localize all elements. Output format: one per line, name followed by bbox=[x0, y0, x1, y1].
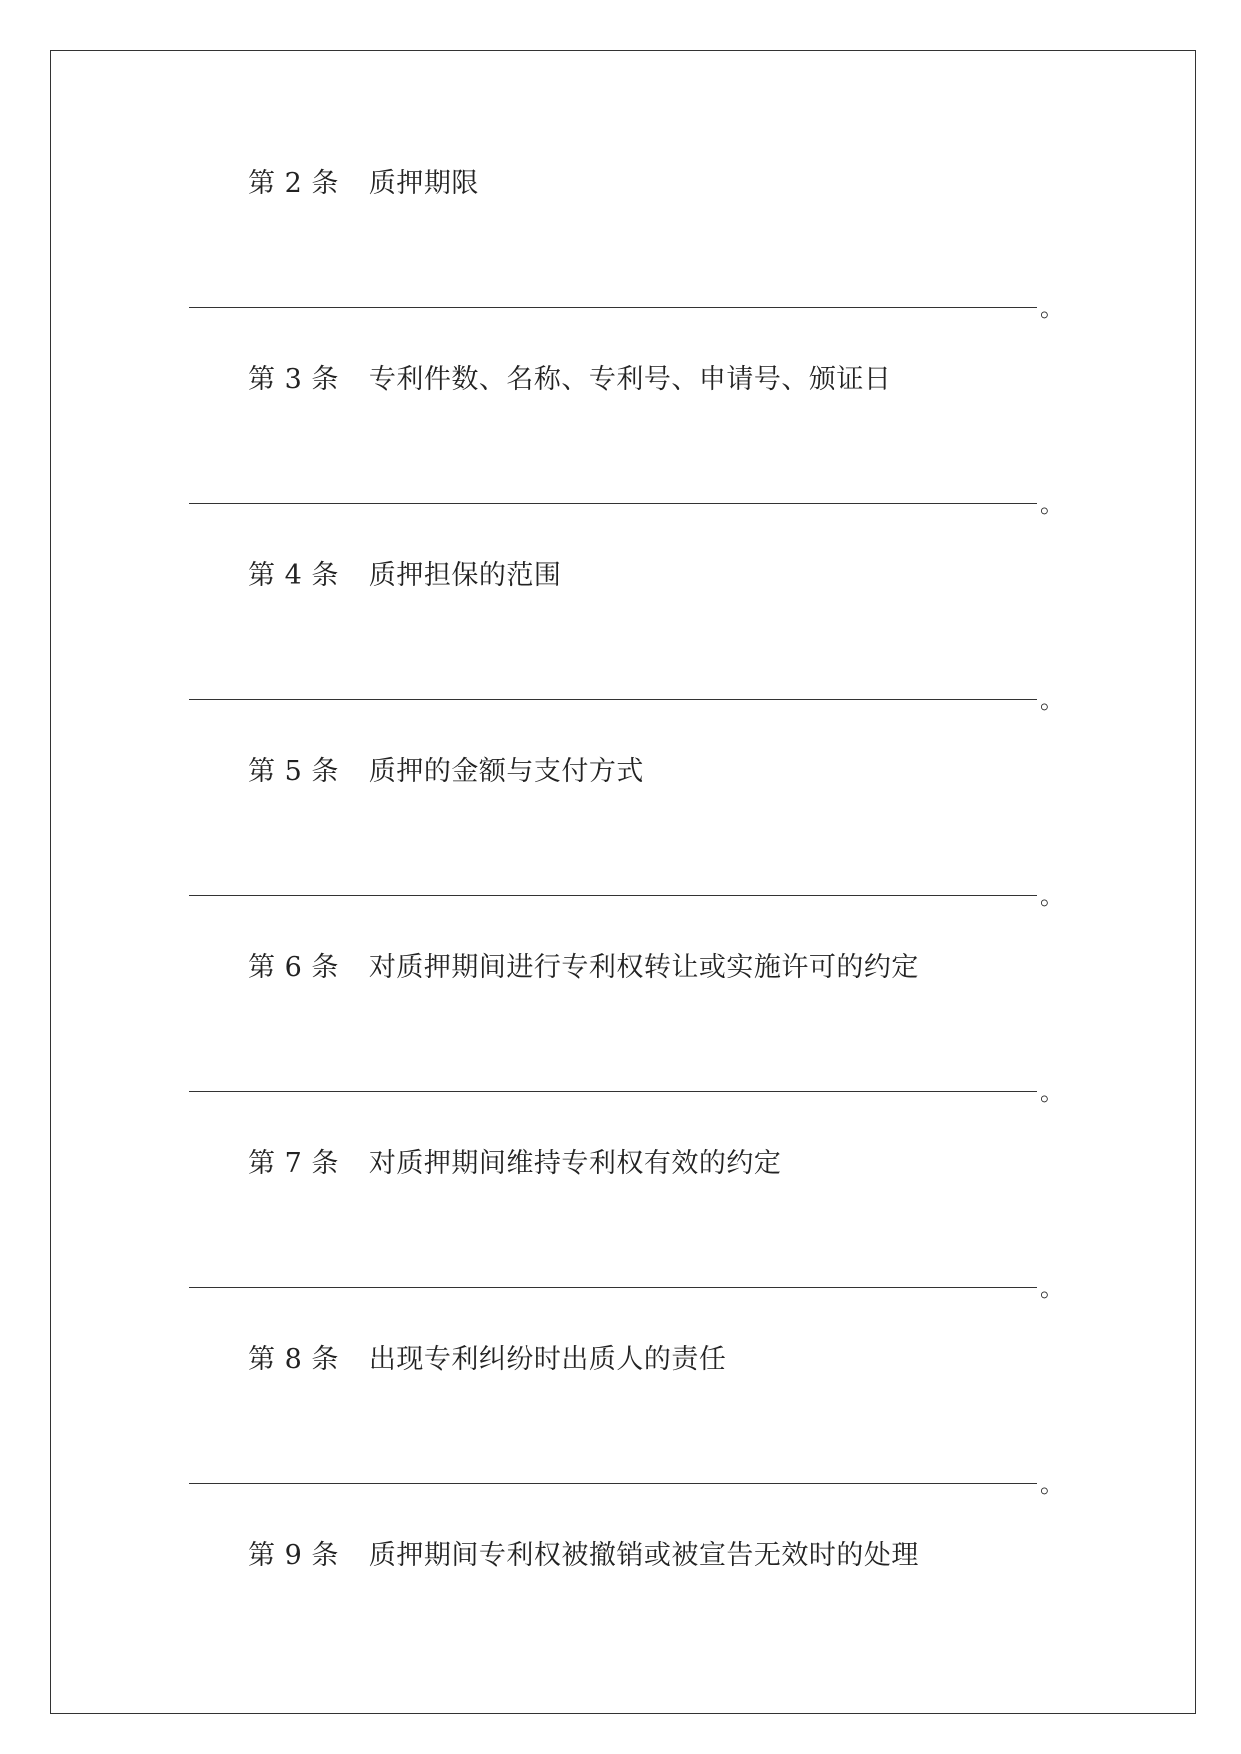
article-4 bbox=[0, 556, 1241, 752]
article-6 bbox=[0, 948, 1241, 1144]
line-end-period: 。 bbox=[1040, 1470, 1064, 1498]
article-number: 第 5 条 bbox=[248, 756, 339, 787]
article-heading bbox=[248, 1340, 726, 1380]
article-heading bbox=[248, 1536, 919, 1576]
blank-fill-line[interactable] bbox=[189, 1268, 1064, 1308]
article-title: 对质押期间维持专利权有效的约定 bbox=[368, 1148, 782, 1179]
article-number: 第 9 条 bbox=[248, 1540, 339, 1571]
article-3 bbox=[0, 360, 1241, 556]
underline-rule bbox=[189, 503, 1037, 504]
article-heading bbox=[248, 752, 644, 792]
underline-rule bbox=[189, 1483, 1037, 1484]
line-end-period: 。 bbox=[1040, 490, 1064, 518]
article-number: 第 7 条 bbox=[248, 1148, 339, 1179]
underline-rule bbox=[189, 1287, 1037, 1288]
article-title: 专利件数、名称、专利号、申请号、颁证日 bbox=[368, 364, 892, 395]
article-9 bbox=[0, 1536, 1241, 1732]
blank-fill-line[interactable] bbox=[189, 680, 1064, 720]
blank-fill-line[interactable] bbox=[189, 288, 1064, 328]
article-8 bbox=[0, 1340, 1241, 1536]
blank-fill-line[interactable] bbox=[189, 1072, 1064, 1112]
article-title: 质押期限 bbox=[368, 168, 479, 199]
article-number: 第 2 条 bbox=[248, 168, 339, 199]
article-heading bbox=[248, 164, 479, 204]
underline-rule bbox=[189, 895, 1037, 896]
blank-fill-line[interactable] bbox=[189, 876, 1064, 916]
blank-fill-line[interactable] bbox=[189, 1464, 1064, 1504]
line-end-period: 。 bbox=[1040, 1078, 1064, 1106]
article-2 bbox=[0, 164, 1241, 360]
article-title: 质押担保的范围 bbox=[368, 560, 562, 591]
line-end-period: 。 bbox=[1040, 686, 1064, 714]
article-heading bbox=[248, 948, 919, 988]
line-end-period: 。 bbox=[1040, 294, 1064, 322]
article-title: 质押的金额与支付方式 bbox=[368, 756, 644, 787]
article-number: 第 3 条 bbox=[248, 364, 339, 395]
article-7 bbox=[0, 1144, 1241, 1340]
line-end-period: 。 bbox=[1040, 882, 1064, 910]
article-5 bbox=[0, 752, 1241, 948]
article-number: 第 8 条 bbox=[248, 1344, 339, 1375]
blank-fill-line[interactable] bbox=[189, 484, 1064, 524]
article-heading bbox=[248, 360, 891, 400]
article-title: 出现专利纠纷时出质人的责任 bbox=[368, 1344, 727, 1375]
underline-rule bbox=[189, 699, 1037, 700]
article-heading bbox=[248, 1144, 781, 1184]
article-number: 第 6 条 bbox=[248, 952, 339, 983]
article-title: 对质押期间进行专利权转让或实施许可的约定 bbox=[368, 952, 919, 983]
article-heading bbox=[248, 556, 561, 596]
underline-rule bbox=[189, 307, 1037, 308]
article-title: 质押期间专利权被撤销或被宣告无效时的处理 bbox=[368, 1540, 919, 1571]
article-number: 第 4 条 bbox=[248, 560, 339, 591]
underline-rule bbox=[189, 1091, 1037, 1092]
line-end-period: 。 bbox=[1040, 1274, 1064, 1302]
